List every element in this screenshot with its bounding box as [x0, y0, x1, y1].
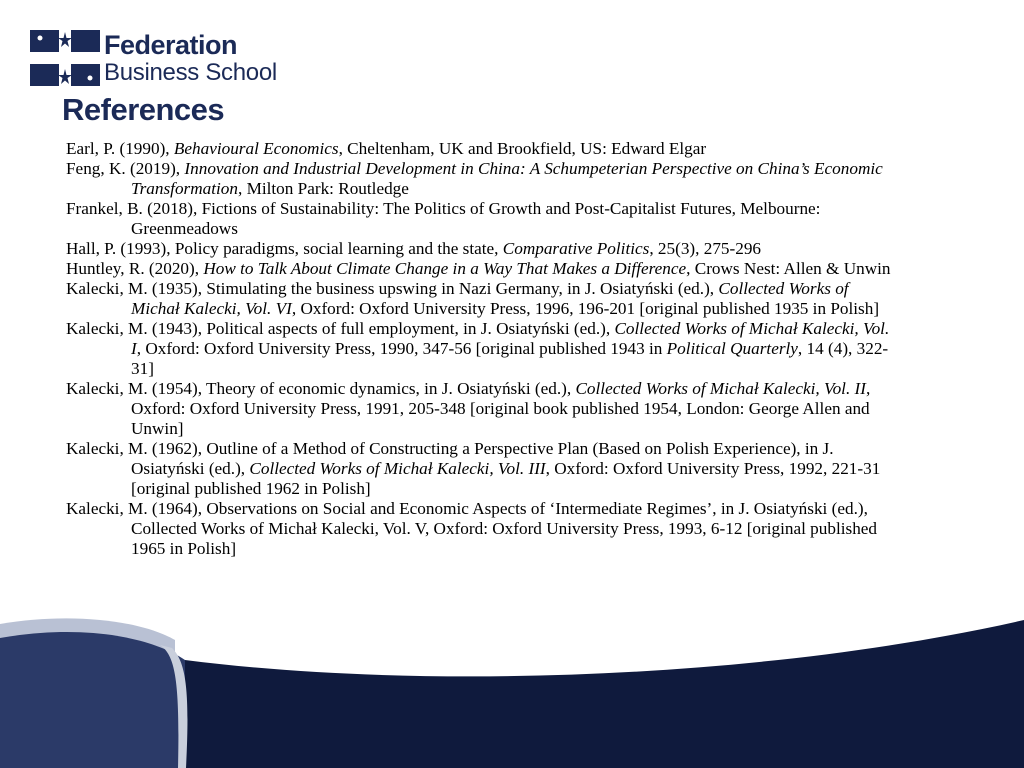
reference-text: , Oxford: Oxford University Press, 1992, 221-31 [original published 1962 in Polish]	[131, 459, 881, 498]
reference-text: Kalecki, M. (1962), Outline of a Method of Constructing a Perspective Plan (Based on Polish Experience), in J. Osiatyński (ed.),	[66, 439, 834, 478]
reference-text: Kalecki, M. (1954), Theory of economic dynamics, in J. Osiatyński (ed.),	[66, 379, 576, 398]
reference-item	[66, 259, 896, 279]
reference-text: , Oxford: Oxford University Press, 1991, 205-348 [original book published 1954, London: George Allen and Unwin]	[131, 379, 871, 438]
reference-italic-title: Collected Works of Michał Kalecki, Vol. II	[575, 379, 867, 398]
reference-text: Feng, K. (2019),	[66, 159, 185, 178]
reference-text: Huntley, R. (2020),	[66, 259, 204, 278]
reference-text: Kalecki, M. (1964), Observations on Social and Economic Aspects of ‘Intermediate Regimes’, in J. Osiatyński (ed.), Collected Works of Michał Kalecki, Vol. V, Oxford: Oxford University Press, 1993, 6-12 [original published 1965 in Polish]	[66, 499, 878, 558]
reference-text: , Cheltenham, UK and Brookfield, US: Edward Elgar	[338, 139, 707, 158]
reference-italic-title: How to Talk About Climate Change in a Way That Makes a Difference	[203, 259, 687, 278]
reference-text: Frankel, B. (2018), Fictions of Sustainability: The Politics of Growth and Post-Capitalist Futures, Melbourne: Greenmeadows	[66, 199, 821, 238]
reference-text: , 25(3), 275-296	[649, 239, 762, 258]
reference-item	[66, 439, 896, 499]
federation-business-school-logo	[30, 30, 280, 86]
reference-item	[66, 159, 896, 199]
logo-line-federation: Federation	[104, 30, 238, 60]
reference-item	[66, 379, 896, 439]
reference-text: Kalecki, M. (1943), Political aspects of full employment, in J. Osiatyński (ed.),	[66, 319, 615, 338]
reference-item	[66, 239, 896, 259]
reference-item	[66, 319, 896, 379]
flag-logo-icon	[30, 30, 100, 86]
reference-italic-title: Collected Works of Michał Kalecki, Vol. VI	[131, 279, 849, 318]
reference-italic-title: Innovation and Industrial Development in China: A Schumpeterian Perspective on China’s Economic Transformation	[131, 159, 883, 198]
reference-text: , 14 (4), 322-31]	[131, 339, 889, 378]
decorative-swoosh	[0, 600, 1024, 768]
reference-italic-title: Political Quarterly	[666, 339, 798, 358]
reference-text: , Crows Nest: Allen & Unwin	[686, 259, 891, 278]
reference-text: Hall, P. (1993), Policy paradigms, social learning and the state,	[66, 239, 503, 258]
reference-text: , Milton Park: Routledge	[237, 179, 409, 198]
reference-text: Kalecki, M. (1935), Stimulating the business upswing in Nazi Germany, in J. Osiatyński (ed.),	[66, 279, 719, 298]
reference-text: Earl, P. (1990),	[66, 139, 174, 158]
reference-italic-title: Collected Works of Michał Kalecki, Vol. III	[249, 459, 546, 478]
reference-item	[66, 199, 896, 239]
logo-wordmark	[104, 30, 277, 86]
reference-italic-title: Collected Works of Michał Kalecki, Vol. I	[131, 319, 890, 358]
reference-list	[66, 139, 896, 559]
reference-italic-title: Comparative Politics	[502, 239, 650, 258]
reference-item	[66, 499, 896, 559]
reference-item	[66, 139, 896, 159]
logo-line-business-school: Business School	[104, 59, 277, 86]
reference-text: , Oxford: Oxford University Press, 1990, 347-56 [original published 1943 in	[136, 339, 667, 358]
reference-italic-title: Behavioural Economics	[173, 139, 339, 158]
reference-item	[66, 279, 896, 319]
reference-text: , Oxford: Oxford University Press, 1996, 196-201 [original published 1935 in Polish]	[291, 299, 880, 318]
slide-title: References	[62, 92, 225, 127]
